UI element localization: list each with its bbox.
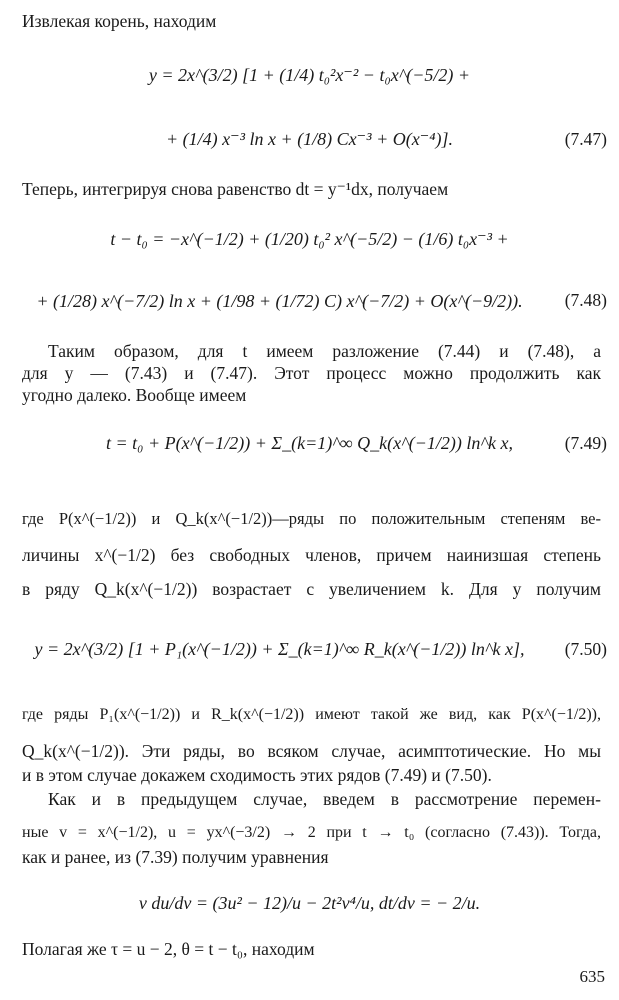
equation-number-7-50: (7.50) (564, 639, 607, 659)
formula-7-47-line-1: y = 2x^(3/2) [1 + (1/4) t₀²x⁻² − t₀x^(−5/2) + (148, 65, 471, 85)
text-line-1: Извлекая корень, находим (22, 11, 217, 31)
text-line-13: ные v = x^(−1/2), u = yx^(−3/2) → 2 при t → t₀ (согласно (7.43)). Тогда, (22, 824, 601, 841)
formula-7-49: t = t₀ + P(x^(−1/2)) + Σ_(k=1)^∞ Q_k(x^(−1/2)) ln^k x, (106, 433, 513, 453)
text-line-10: Q_k(x^(−1/2)). Эти ряды, во всяком случае, асимптотические. Но мы (22, 741, 601, 761)
text-line-6: где P(x^(−1/2)) и Q_k(x^(−1/2))—ряды по положительным степеням ве- (22, 509, 601, 528)
text-line-2: Теперь, интегрируя снова равенство dt = y⁻¹dx, получаем (22, 179, 449, 199)
equation-number-7-49: (7.49) (564, 433, 607, 453)
text-line-5: угодно далеко. Вообще имеем (22, 385, 247, 405)
equation-number-7-48: (7.48) (564, 290, 607, 310)
text-line-11: и в этом случае докажем сходимость этих рядов (7.49) и (7.50). (22, 765, 492, 785)
page-number: 635 (579, 967, 605, 986)
text-line-7: личины x^(−1/2) без свободных членов, причем наинизшая степень (22, 545, 601, 565)
formula-7-48-line-1: t − t₀ = −x^(−1/2) + (1/20) t₀² x^(−5/2) − (1/6) t₀x⁻³ + (110, 229, 509, 249)
equation-number-7-47: (7.47) (564, 129, 607, 149)
text-line-3: Таким образом, для t имеем разложение (7.44) и (7.48), а (48, 341, 601, 361)
text-line-12: Как и в предыдущем случае, введем в рассмотрение перемен- (48, 789, 601, 809)
text-line-4: для y — (7.43) и (7.47). Этот процесс можно продолжить как (22, 363, 601, 383)
text-line-14: как и ранее, из (7.39) получим уравнения (22, 847, 329, 867)
formula-7-50: y = 2x^(3/2) [1 + P₁(x^(−1/2)) + Σ_(k=1)^∞ R_k(x^(−1/2)) ln^k x], (34, 639, 525, 659)
formula-7-47-line-2: + (1/4) x⁻³ ln x + (1/8) Cx⁻³ + O(x⁻⁴)]. (166, 129, 453, 149)
text-line-9: где ряды P₁(x^(−1/2)) и R_k(x^(−1/2)) имеют такой же вид, как P(x^(−1/2)), (22, 706, 601, 723)
text-line-8: в ряду Q_k(x^(−1/2)) возрастает с увеличением k. Для y получим (22, 579, 601, 599)
text-line-15: Полагая же τ = u − 2, θ = t − t₀, находим (22, 939, 315, 959)
formula-7-48-line-2: + (1/28) x^(−7/2) ln x + (1/98 + (1/72) C) x^(−7/2) + O(x^(−9/2)). (36, 291, 523, 311)
formula-system: v du/dv = (3u² − 12)/u − 2t²v⁴/u, dt/dv = − 2/u. (138, 893, 481, 913)
